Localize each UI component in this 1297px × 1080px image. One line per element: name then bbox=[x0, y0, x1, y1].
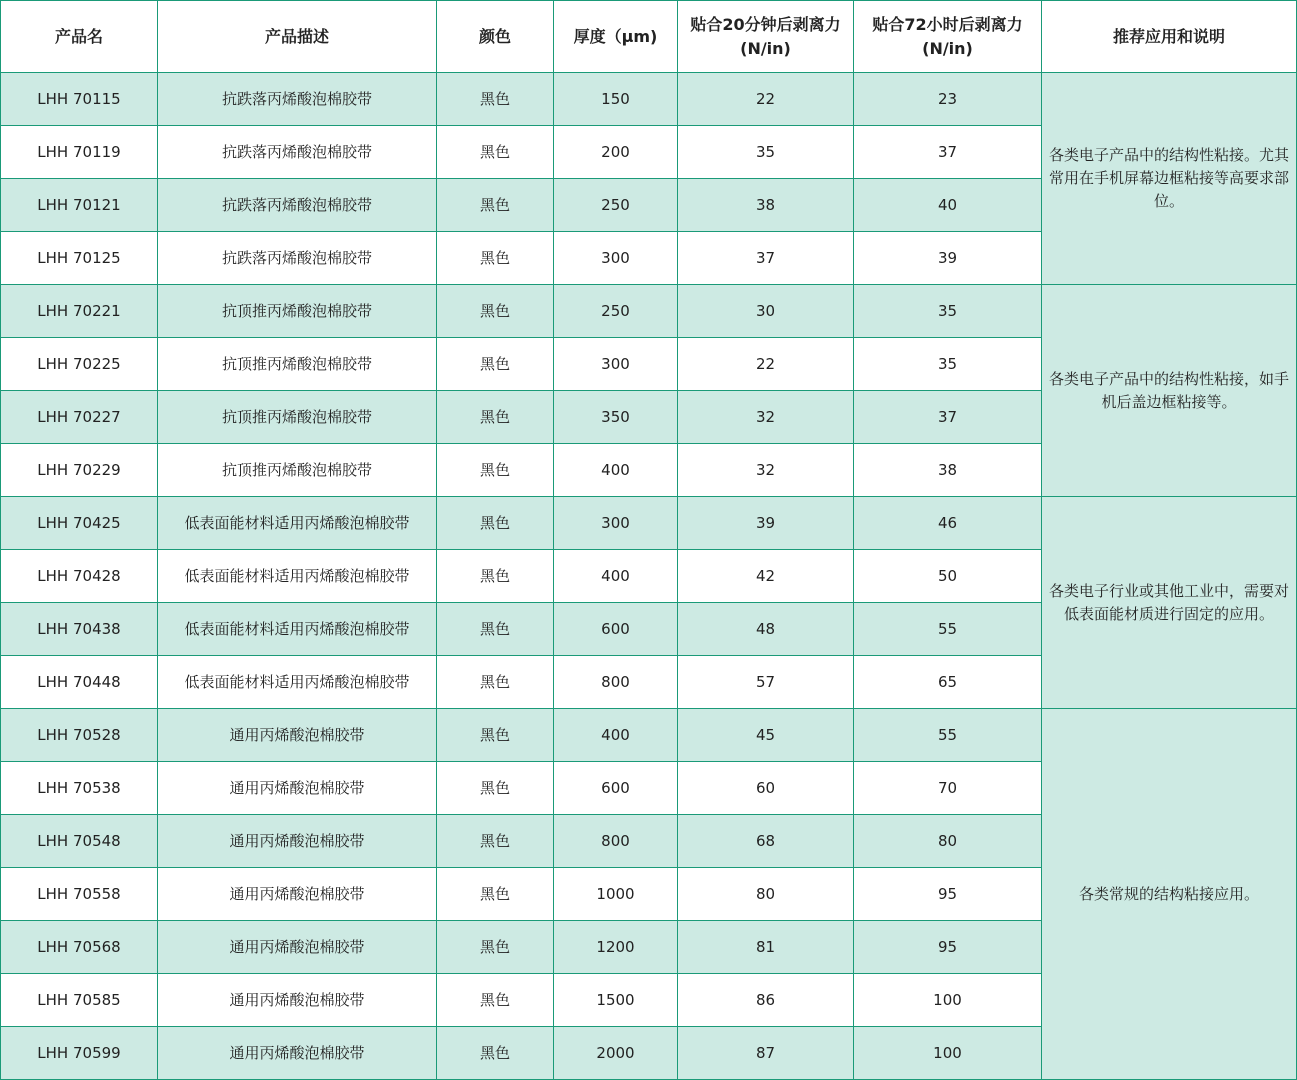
cell-product-description: 抗顶推丙烯酸泡棉胶带 bbox=[158, 338, 437, 391]
header-product-description: 产品描述 bbox=[158, 1, 437, 73]
cell-application-note: 各类常规的结构粘接应用。 bbox=[1042, 709, 1297, 1080]
cell-peel-72h: 95 bbox=[854, 868, 1042, 921]
cell-peel-20min: 42 bbox=[678, 550, 854, 603]
header-application: 推荐应用和说明 bbox=[1042, 1, 1297, 73]
header-peel-72h-label: 贴合72小时后剥离力 (N/in) bbox=[872, 14, 1023, 58]
cell-thickness: 250 bbox=[554, 179, 678, 232]
cell-product-name: LHH 70125 bbox=[1, 232, 158, 285]
cell-thickness: 300 bbox=[554, 232, 678, 285]
cell-peel-72h: 38 bbox=[854, 444, 1042, 497]
cell-thickness: 800 bbox=[554, 815, 678, 868]
table-row bbox=[1, 285, 1297, 338]
header-row bbox=[1, 1, 1297, 73]
cell-product-description: 通用丙烯酸泡棉胶带 bbox=[158, 868, 437, 921]
cell-peel-20min: 39 bbox=[678, 497, 854, 550]
cell-thickness: 300 bbox=[554, 497, 678, 550]
cell-application-note: 各类电子产品中的结构性粘接。尤其常用在手机屏幕边框粘接等高要求部位。 bbox=[1042, 73, 1297, 285]
cell-product-name: LHH 70558 bbox=[1, 868, 158, 921]
cell-color: 黑色 bbox=[437, 1027, 554, 1080]
table-row bbox=[1, 497, 1297, 550]
cell-product-description: 抗顶推丙烯酸泡棉胶带 bbox=[158, 444, 437, 497]
cell-color: 黑色 bbox=[437, 285, 554, 338]
cell-thickness: 250 bbox=[554, 285, 678, 338]
cell-thickness: 400 bbox=[554, 444, 678, 497]
cell-peel-72h: 23 bbox=[854, 73, 1042, 126]
cell-peel-72h: 37 bbox=[854, 126, 1042, 179]
cell-peel-72h: 35 bbox=[854, 285, 1042, 338]
cell-peel-72h: 37 bbox=[854, 391, 1042, 444]
cell-color: 黑色 bbox=[437, 73, 554, 126]
table-row bbox=[1, 709, 1297, 762]
cell-color: 黑色 bbox=[437, 497, 554, 550]
cell-thickness: 600 bbox=[554, 603, 678, 656]
header-peel-72h bbox=[854, 1, 1042, 73]
cell-peel-72h: 50 bbox=[854, 550, 1042, 603]
cell-color: 黑色 bbox=[437, 338, 554, 391]
cell-peel-20min: 87 bbox=[678, 1027, 854, 1080]
cell-product-name: LHH 70121 bbox=[1, 179, 158, 232]
cell-peel-20min: 57 bbox=[678, 656, 854, 709]
cell-peel-72h: 55 bbox=[854, 603, 1042, 656]
cell-product-name: LHH 70221 bbox=[1, 285, 158, 338]
header-thickness: 厚度（μm) bbox=[554, 1, 678, 73]
cell-product-description: 通用丙烯酸泡棉胶带 bbox=[158, 815, 437, 868]
cell-peel-72h: 39 bbox=[854, 232, 1042, 285]
cell-product-name: LHH 70599 bbox=[1, 1027, 158, 1080]
cell-product-name: LHH 70448 bbox=[1, 656, 158, 709]
cell-product-description: 抗顶推丙烯酸泡棉胶带 bbox=[158, 391, 437, 444]
cell-color: 黑色 bbox=[437, 444, 554, 497]
cell-thickness: 2000 bbox=[554, 1027, 678, 1080]
cell-peel-20min: 35 bbox=[678, 126, 854, 179]
cell-product-description: 抗跌落丙烯酸泡棉胶带 bbox=[158, 126, 437, 179]
cell-product-name: LHH 70548 bbox=[1, 815, 158, 868]
cell-color: 黑色 bbox=[437, 868, 554, 921]
cell-thickness: 350 bbox=[554, 391, 678, 444]
cell-product-description: 低表面能材料适用丙烯酸泡棉胶带 bbox=[158, 656, 437, 709]
cell-product-description: 通用丙烯酸泡棉胶带 bbox=[158, 921, 437, 974]
cell-peel-72h: 80 bbox=[854, 815, 1042, 868]
header-peel-20min bbox=[678, 1, 854, 73]
cell-product-name: LHH 70115 bbox=[1, 73, 158, 126]
cell-peel-20min: 30 bbox=[678, 285, 854, 338]
cell-product-name: LHH 70585 bbox=[1, 974, 158, 1027]
cell-product-description: 抗顶推丙烯酸泡棉胶带 bbox=[158, 285, 437, 338]
cell-peel-20min: 22 bbox=[678, 338, 854, 391]
cell-color: 黑色 bbox=[437, 126, 554, 179]
cell-peel-20min: 32 bbox=[678, 444, 854, 497]
cell-thickness: 300 bbox=[554, 338, 678, 391]
cell-thickness: 1200 bbox=[554, 921, 678, 974]
cell-product-description: 低表面能材料适用丙烯酸泡棉胶带 bbox=[158, 497, 437, 550]
cell-product-description: 低表面能材料适用丙烯酸泡棉胶带 bbox=[158, 550, 437, 603]
cell-product-description: 抗跌落丙烯酸泡棉胶带 bbox=[158, 232, 437, 285]
header-color: 颜色 bbox=[437, 1, 554, 73]
cell-product-name: LHH 70528 bbox=[1, 709, 158, 762]
table-body bbox=[1, 73, 1297, 1080]
cell-peel-72h: 100 bbox=[854, 974, 1042, 1027]
cell-thickness: 400 bbox=[554, 709, 678, 762]
cell-peel-20min: 38 bbox=[678, 179, 854, 232]
cell-product-name: LHH 70425 bbox=[1, 497, 158, 550]
cell-product-name: LHH 70568 bbox=[1, 921, 158, 974]
cell-color: 黑色 bbox=[437, 550, 554, 603]
table-row bbox=[1, 73, 1297, 126]
cell-peel-72h: 70 bbox=[854, 762, 1042, 815]
cell-thickness: 150 bbox=[554, 73, 678, 126]
cell-product-description: 抗跌落丙烯酸泡棉胶带 bbox=[158, 179, 437, 232]
cell-peel-20min: 60 bbox=[678, 762, 854, 815]
cell-color: 黑色 bbox=[437, 762, 554, 815]
cell-thickness: 800 bbox=[554, 656, 678, 709]
cell-peel-72h: 40 bbox=[854, 179, 1042, 232]
cell-product-name: LHH 70225 bbox=[1, 338, 158, 391]
cell-peel-72h: 35 bbox=[854, 338, 1042, 391]
cell-peel-72h: 95 bbox=[854, 921, 1042, 974]
cell-color: 黑色 bbox=[437, 815, 554, 868]
cell-peel-20min: 32 bbox=[678, 391, 854, 444]
cell-thickness: 1000 bbox=[554, 868, 678, 921]
cell-peel-72h: 100 bbox=[854, 1027, 1042, 1080]
header-peel-20min-label: 贴合20分钟后剥离力 (N/in) bbox=[690, 14, 841, 58]
cell-color: 黑色 bbox=[437, 974, 554, 1027]
cell-product-name: LHH 70229 bbox=[1, 444, 158, 497]
cell-color: 黑色 bbox=[437, 179, 554, 232]
table-header bbox=[1, 1, 1297, 73]
cell-application-note: 各类电子行业或其他工业中，需要对低表面能材质进行固定的应用。 bbox=[1042, 497, 1297, 709]
cell-color: 黑色 bbox=[437, 391, 554, 444]
cell-product-name: LHH 70428 bbox=[1, 550, 158, 603]
cell-product-description: 通用丙烯酸泡棉胶带 bbox=[158, 709, 437, 762]
cell-application-note: 各类电子产品中的结构性粘接，如手机后盖边框粘接等。 bbox=[1042, 285, 1297, 497]
cell-color: 黑色 bbox=[437, 603, 554, 656]
cell-peel-20min: 68 bbox=[678, 815, 854, 868]
cell-product-name: LHH 70119 bbox=[1, 126, 158, 179]
cell-color: 黑色 bbox=[437, 709, 554, 762]
cell-peel-72h: 55 bbox=[854, 709, 1042, 762]
cell-product-description: 抗跌落丙烯酸泡棉胶带 bbox=[158, 73, 437, 126]
cell-thickness: 400 bbox=[554, 550, 678, 603]
cell-product-name: LHH 70438 bbox=[1, 603, 158, 656]
cell-product-description: 通用丙烯酸泡棉胶带 bbox=[158, 762, 437, 815]
cell-peel-20min: 48 bbox=[678, 603, 854, 656]
cell-product-name: LHH 70227 bbox=[1, 391, 158, 444]
cell-peel-20min: 22 bbox=[678, 73, 854, 126]
cell-peel-20min: 80 bbox=[678, 868, 854, 921]
cell-peel-20min: 45 bbox=[678, 709, 854, 762]
cell-product-description: 通用丙烯酸泡棉胶带 bbox=[158, 1027, 437, 1080]
header-product-name: 产品名 bbox=[1, 1, 158, 73]
cell-color: 黑色 bbox=[437, 656, 554, 709]
cell-product-description: 通用丙烯酸泡棉胶带 bbox=[158, 974, 437, 1027]
cell-thickness: 600 bbox=[554, 762, 678, 815]
cell-peel-20min: 86 bbox=[678, 974, 854, 1027]
cell-product-description: 低表面能材料适用丙烯酸泡棉胶带 bbox=[158, 603, 437, 656]
cell-peel-72h: 65 bbox=[854, 656, 1042, 709]
cell-thickness: 1500 bbox=[554, 974, 678, 1027]
cell-product-name: LHH 70538 bbox=[1, 762, 158, 815]
cell-peel-20min: 37 bbox=[678, 232, 854, 285]
cell-color: 黑色 bbox=[437, 921, 554, 974]
cell-color: 黑色 bbox=[437, 232, 554, 285]
cell-thickness: 200 bbox=[554, 126, 678, 179]
cell-peel-72h: 46 bbox=[854, 497, 1042, 550]
cell-peel-20min: 81 bbox=[678, 921, 854, 974]
